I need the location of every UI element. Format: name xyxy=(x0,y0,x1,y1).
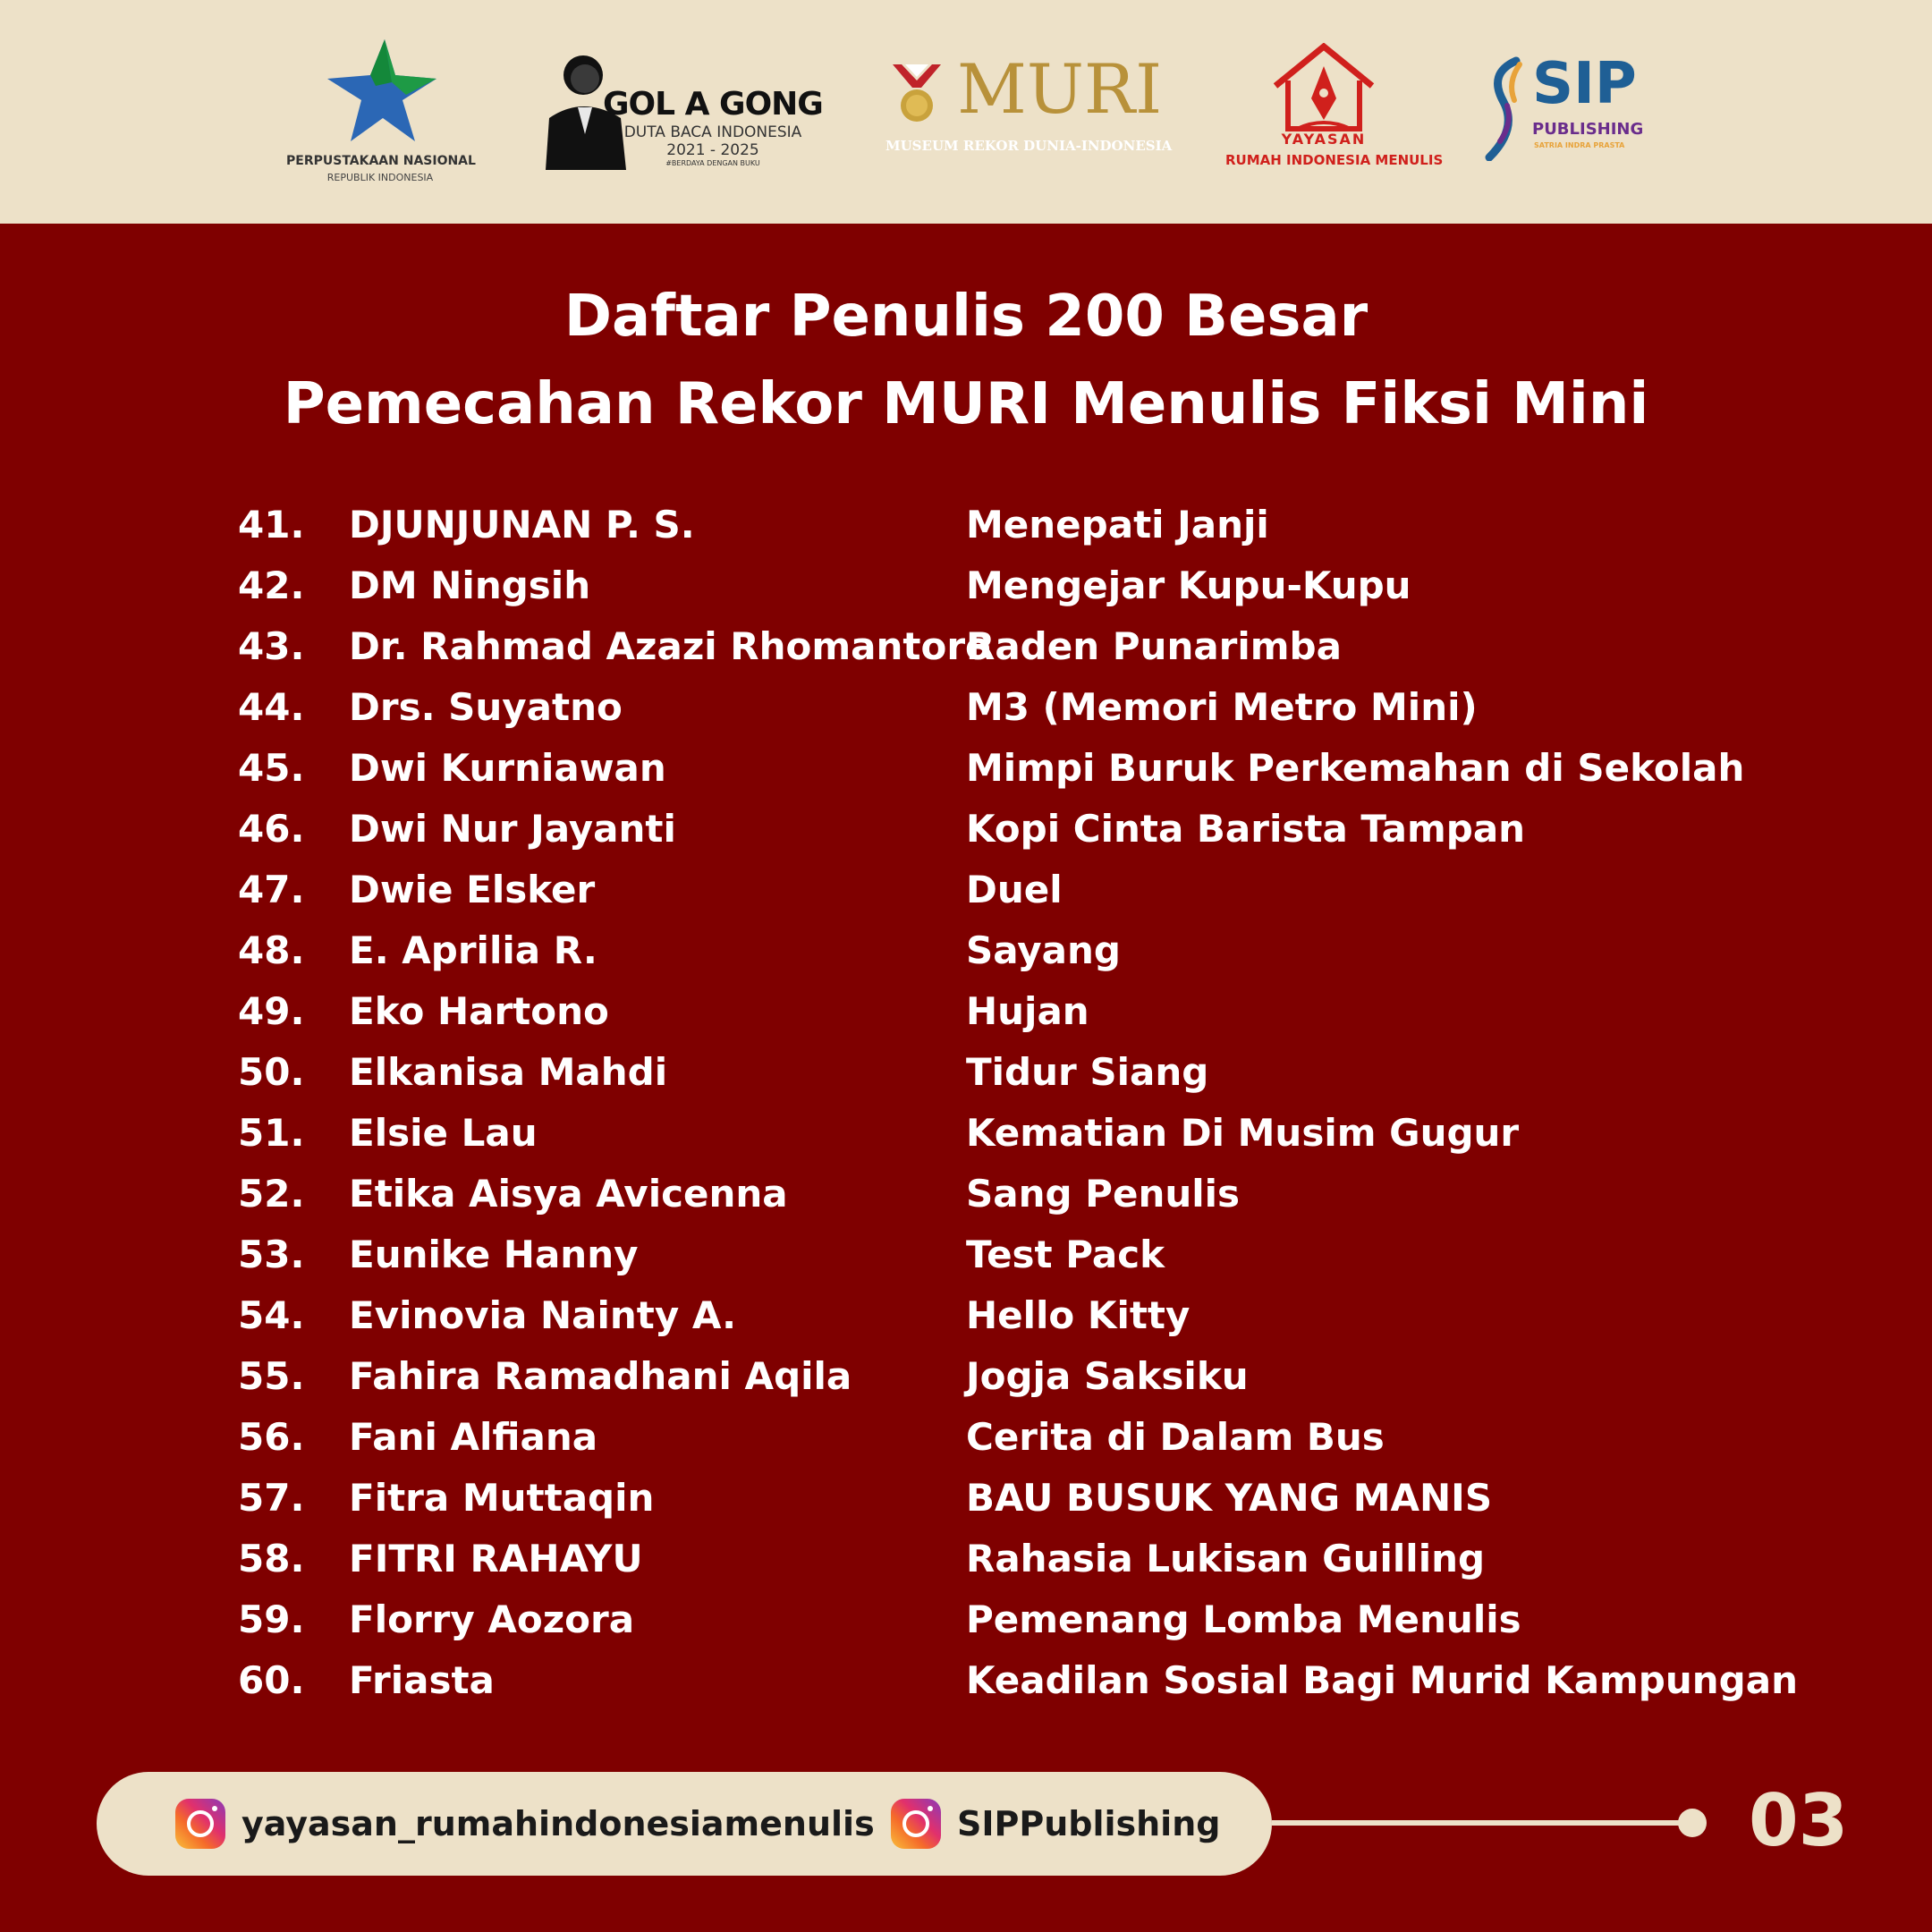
entry-author: DM Ningsih xyxy=(349,564,591,607)
entry-number: 49. xyxy=(238,989,305,1033)
entry-number: 41. xyxy=(238,503,305,547)
list-item xyxy=(0,624,1932,689)
entry-title: Mimpi Buruk Perkemahan di Sekolah xyxy=(966,746,1745,790)
entry-number: 57. xyxy=(238,1476,305,1520)
entry-title: Duel xyxy=(966,868,1063,911)
golagong-tag: #BERDAYA DENGAN BUKU xyxy=(665,159,760,167)
list-item xyxy=(0,1233,1932,1297)
entry-author: Friasta xyxy=(349,1658,495,1702)
entry-author: Fani Alfiana xyxy=(349,1415,598,1459)
entry-title: Keadilan Sosial Bagi Murid Kampungan xyxy=(966,1658,1798,1702)
list-item xyxy=(0,928,1932,993)
entry-title: BAU BUSUK YANG MANIS xyxy=(966,1476,1493,1520)
perpusnas-star-icon xyxy=(286,36,474,152)
sip-swoosh-icon xyxy=(1480,55,1530,161)
list-item xyxy=(0,989,1932,1054)
perpusnas-name: PERPUSTAKAAN NASIONAL xyxy=(286,154,476,168)
entry-number: 52. xyxy=(238,1172,305,1216)
entry-title: Tidur Siang xyxy=(966,1050,1209,1094)
list-item xyxy=(0,1172,1932,1236)
entry-number: 47. xyxy=(238,868,305,911)
list-item xyxy=(0,1293,1932,1358)
entry-number: 50. xyxy=(238,1050,305,1094)
list-item xyxy=(0,746,1932,810)
entry-title: Mengejar Kupu-Kupu xyxy=(966,564,1411,607)
entry-author: Dwi Nur Jayanti xyxy=(349,807,676,851)
entry-number: 51. xyxy=(238,1111,305,1155)
entry-title: Kematian Di Musim Gugur xyxy=(966,1111,1520,1155)
entry-number: 48. xyxy=(238,928,305,972)
entry-title: Jogja Saksiku xyxy=(966,1354,1249,1398)
perpusnas-logo xyxy=(286,36,474,188)
muri-logo xyxy=(886,49,1173,163)
entry-title: Test Pack xyxy=(966,1233,1165,1276)
rim-sub: RUMAH INDONESIA MENULIS xyxy=(1225,152,1444,168)
list-item xyxy=(0,868,1932,932)
sip-tag: SATRIA INDRA PRASTA xyxy=(1534,141,1625,149)
rim-logo xyxy=(1225,43,1444,177)
entry-author: Elsie Lau xyxy=(349,1111,538,1155)
entry-author: FITRI RAHAYU xyxy=(349,1537,643,1580)
footer-dot xyxy=(1678,1809,1707,1837)
sip-sub: PUBLISHING xyxy=(1532,120,1644,139)
entry-number: 44. xyxy=(238,685,305,729)
entry-number: 46. xyxy=(238,807,305,851)
social-footer xyxy=(97,1772,1272,1876)
entry-title: Hello Kitty xyxy=(966,1293,1191,1337)
entry-author: E. Aprilia R. xyxy=(349,928,597,972)
entry-number: 58. xyxy=(238,1537,305,1580)
entry-number: 60. xyxy=(238,1658,305,1702)
logo-header xyxy=(0,0,1932,224)
entry-author: Fahira Ramadhani Aqila xyxy=(349,1354,852,1398)
entry-author: Etika Aisya Avicenna xyxy=(349,1172,788,1216)
golagong-years: 2021 - 2025 xyxy=(666,141,759,159)
entry-title: Sang Penulis xyxy=(966,1172,1241,1216)
footer-divider-line xyxy=(1272,1820,1692,1826)
entry-number: 54. xyxy=(238,1293,305,1337)
entry-author: Evinovia Nainty A. xyxy=(349,1293,737,1337)
list-item xyxy=(0,503,1932,567)
list-item xyxy=(0,1537,1932,1601)
instagram-handle-rim[interactable]: yayasan_rumahindonesiamenulis xyxy=(242,1804,875,1843)
page-title-line1: Daftar Penulis 200 Besar xyxy=(564,284,1368,350)
entry-author: Dr. Rahmad Azazi Rhomantoro xyxy=(349,624,991,668)
golagong-sub: DUTA BACA INDONESIA xyxy=(623,123,802,141)
entry-author: Dwie Elsker xyxy=(349,868,596,911)
entry-title: Cerita di Dalam Bus xyxy=(966,1415,1385,1459)
entry-author: Eunike Hanny xyxy=(349,1233,639,1276)
entry-title: Pemenang Lomba Menulis xyxy=(966,1597,1521,1641)
sip-logo xyxy=(1480,51,1659,163)
entry-author: Elkanisa Mahdi xyxy=(349,1050,668,1094)
golagong-logo xyxy=(540,45,823,174)
page-title-line2: Pemecahan Rekor MURI Menulis Fiksi Mini xyxy=(283,371,1649,437)
rim-name: YAYASAN xyxy=(1281,131,1367,148)
entry-number: 59. xyxy=(238,1597,305,1641)
entry-title: Hujan xyxy=(966,989,1089,1033)
golagong-name: GOL A GONG xyxy=(603,86,823,123)
entry-number: 56. xyxy=(238,1415,305,1459)
entry-title: Raden Punarimba xyxy=(966,624,1342,668)
perpusnas-sub: REPUBLIK INDONESIA xyxy=(326,172,434,183)
entry-number: 43. xyxy=(238,624,305,668)
instagram-icon[interactable] xyxy=(175,1799,225,1849)
entry-author: Drs. Suyatno xyxy=(349,685,623,729)
entry-title: Kopi Cinta Barista Tampan xyxy=(966,807,1526,851)
entry-author: Florry Aozora xyxy=(349,1597,635,1641)
entry-title: Rahasia Lukisan Guilling xyxy=(966,1537,1486,1580)
entry-author: DJUNJUNAN P. S. xyxy=(349,503,695,547)
list-item xyxy=(0,807,1932,871)
page-number: 03 xyxy=(1749,1779,1849,1862)
list-item xyxy=(0,1354,1932,1419)
sip-name: SIP xyxy=(1532,51,1637,117)
entry-number: 53. xyxy=(238,1233,305,1276)
instagram-icon[interactable] xyxy=(891,1799,941,1849)
rim-house-pen-icon xyxy=(1225,43,1422,132)
muri-name: MURI xyxy=(957,49,1163,129)
entry-title: M3 (Memori Metro Mini) xyxy=(966,685,1478,729)
list-item xyxy=(0,1050,1932,1114)
entry-author: Dwi Kurniawan xyxy=(349,746,666,790)
list-item xyxy=(0,1111,1932,1175)
entry-number: 45. xyxy=(238,746,305,790)
entry-number: 55. xyxy=(238,1354,305,1398)
list-item xyxy=(0,1476,1932,1540)
entry-title: Sayang xyxy=(966,928,1121,972)
entry-author: Fitra Muttaqin xyxy=(349,1476,655,1520)
list-item xyxy=(0,1597,1932,1662)
list-item xyxy=(0,1415,1932,1479)
muri-medal-icon xyxy=(886,55,948,127)
muri-sub: MUSEUM REKOR DUNIA-INDONESIA xyxy=(886,138,1173,154)
entry-title: Menepati Janji xyxy=(966,503,1269,547)
list-item xyxy=(0,685,1932,750)
entry-number: 42. xyxy=(238,564,305,607)
instagram-handle-sip[interactable]: SIPPublishing xyxy=(957,1804,1221,1843)
entry-author: Eko Hartono xyxy=(349,989,609,1033)
list-item xyxy=(0,1658,1932,1723)
list-item xyxy=(0,564,1932,628)
